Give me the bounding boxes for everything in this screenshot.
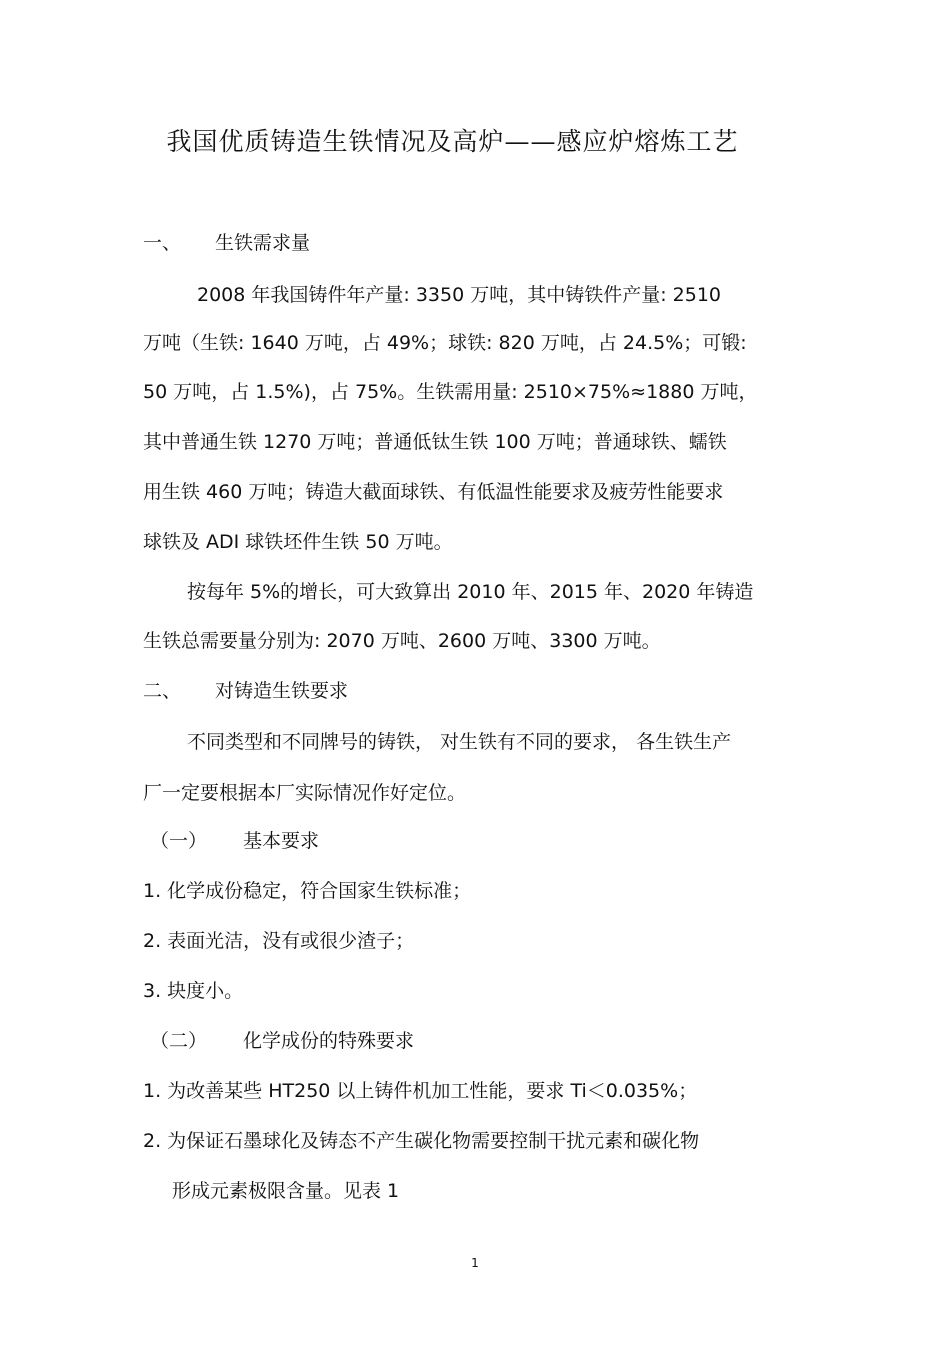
paragraph-line: 其中普通生铁 1270 万吨；普通低钛生铁 100 万吨；普通球铁、蠕铁 bbox=[143, 431, 727, 453]
section-heading-1 bbox=[143, 231, 310, 255]
subsection-heading-2 bbox=[150, 1029, 414, 1053]
paragraph-line: 球铁及 ADI 球铁坯件生铁 50 万吨。 bbox=[143, 531, 453, 553]
paragraph-line: 按每年 5%的增长，可大致算出 2010 年、2015 年、2020 年铸造 bbox=[187, 581, 754, 603]
section-title: 生铁需求量 bbox=[215, 232, 311, 254]
subsection-title: 化学成份的特殊要求 bbox=[243, 1030, 415, 1052]
list-item: 1. 化学成份稳定，符合国家生铁标准； bbox=[143, 880, 472, 902]
paragraph-line: 用生铁 460 万吨；铸造大截面球铁、有低温性能要求及疲劳性能要求 bbox=[143, 481, 724, 503]
list-item: 1. 为改善某些 HT250 以上铸件机加工性能，要求 Ti＜0.035%； bbox=[143, 1080, 698, 1102]
section-heading-2 bbox=[143, 679, 348, 703]
list-item-continuation: 形成元素极限含量。见表 1 bbox=[172, 1180, 400, 1202]
section-number: 一、 bbox=[143, 232, 182, 254]
page-number: 1 bbox=[471, 1256, 479, 1270]
paragraph-line: 生铁总需要量分别为: 2070 万吨、2600 万吨、3300 万吨。 bbox=[143, 630, 661, 652]
document-title: 我国优质铸造生铁情况及高炉——感应炉熔炼工艺 bbox=[166, 127, 739, 156]
section-number: 二、 bbox=[143, 680, 182, 702]
paragraph-line: 不同类型和不同牌号的铸铁， 对生铁有不同的要求， 各生铁生产 bbox=[187, 731, 732, 753]
list-item: 2. 表面光洁，没有或很少渣子； bbox=[143, 930, 415, 952]
subsection-number: （一） bbox=[150, 830, 208, 852]
paragraph-line: 50 万吨，占 1.5%)，占 75%。生铁需用量: 2510×75%≈1880 万吨， bbox=[143, 381, 758, 403]
subsection-number: （二） bbox=[150, 1030, 208, 1052]
paragraph-line: 厂一定要根据本厂实际情况作好定位。 bbox=[143, 782, 467, 804]
list-item: 3. 块度小。 bbox=[143, 980, 244, 1002]
paragraph-line: 2008 年我国铸件年产量: 3350 万吨，其中铸铁件产量: 2510 bbox=[197, 284, 722, 306]
paragraph-line: 万吨（生铁: 1640 万吨，占 49%；球铁: 820 万吨，占 24.5%；可锻: bbox=[143, 332, 747, 354]
subsection-title: 基本要求 bbox=[243, 830, 320, 852]
list-item: 2. 为保证石墨球化及铸态不产生碳化物需要控制干扰元素和碳化物 bbox=[143, 1130, 700, 1152]
section-title: 对铸造生铁要求 bbox=[215, 680, 349, 702]
subsection-heading-1 bbox=[150, 829, 319, 853]
